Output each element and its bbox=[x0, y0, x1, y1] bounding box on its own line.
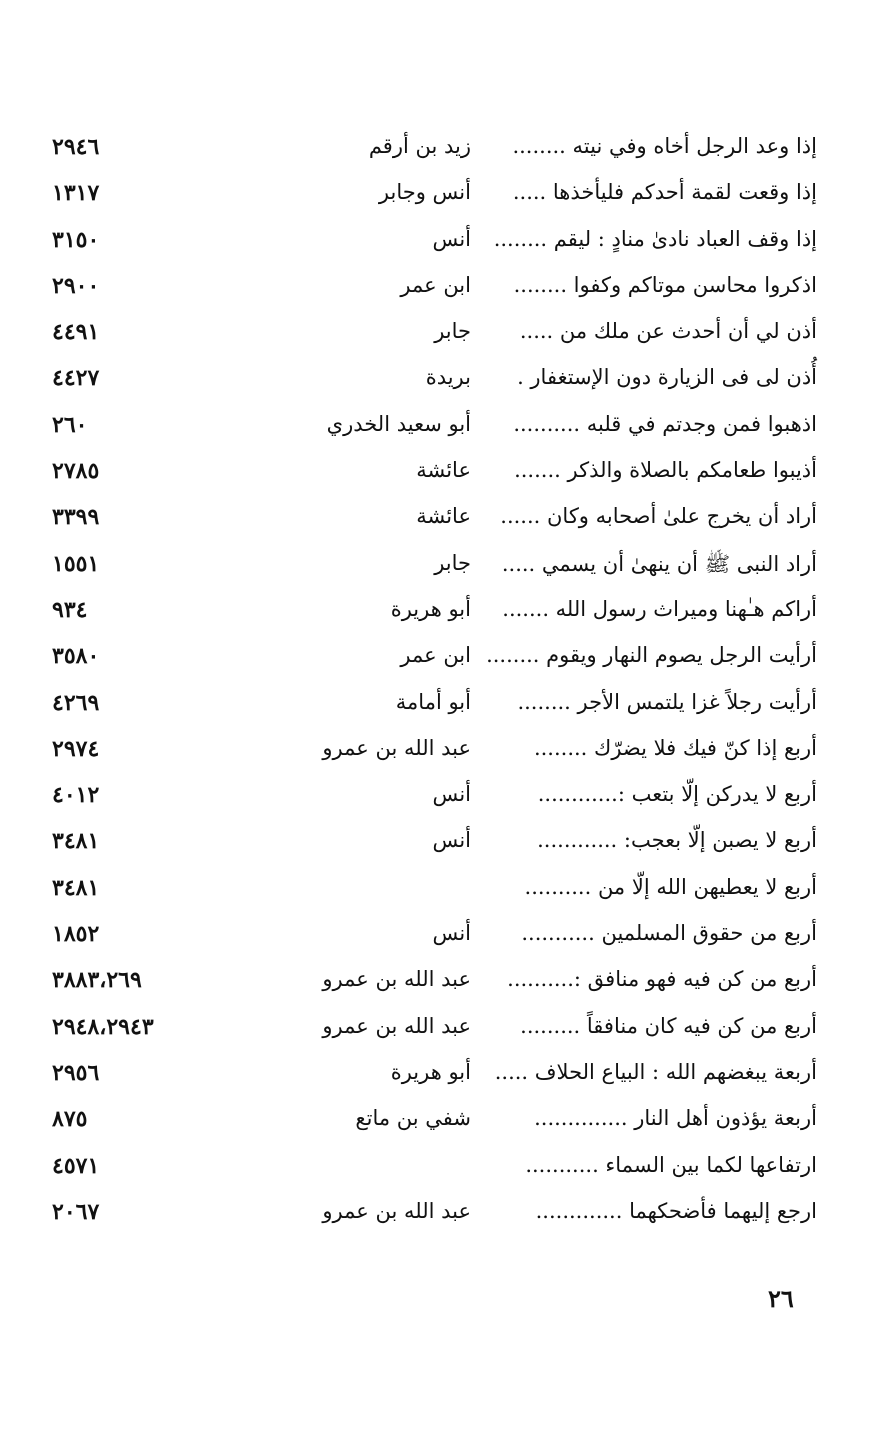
reference-number: ٢٩٤٨،٢٩٤٣ bbox=[52, 1013, 154, 1040]
index-entry bbox=[0, 869, 891, 915]
reference-number: ٤٤٢٧ bbox=[52, 365, 100, 392]
reference-number: ٤٠١٢ bbox=[52, 782, 100, 809]
reference-number: ٨٧٥ bbox=[52, 1106, 88, 1133]
hadith-text: إذا وقعت لقمة أحدكم فليأخذها ..... bbox=[512, 180, 817, 205]
hadith-text: ارجع إليهما فأضحكهما ............. bbox=[535, 1198, 817, 1223]
hadith-text: إذا وقف العباد نادىٰ منادٍ : ليقم ........ bbox=[493, 226, 817, 251]
reference-number: ٢٦٠ bbox=[52, 411, 88, 438]
reference-number: ٢٩٧٤ bbox=[52, 735, 100, 762]
hadith-text: اذكروا محاسن موتاكم وكفوا ........ bbox=[513, 272, 817, 297]
hadith-text: اذهبوا فمن وجدتم في قلبه .......... bbox=[513, 411, 817, 436]
hadith-text: أربع من كن فيه فهو منافق :.......... bbox=[507, 967, 817, 992]
hadith-text: أربع إذا كنّ فيك فلا يضرّك ........ bbox=[533, 735, 817, 760]
narrator-name: عائشة bbox=[416, 504, 471, 529]
hadith-index-list bbox=[0, 128, 891, 1239]
reference-number: ٣٤٨١ bbox=[52, 828, 100, 855]
narrator-name: زيد بن أرقم bbox=[368, 134, 471, 158]
page-number: ٢٦ bbox=[768, 1284, 794, 1313]
reference-number: ٣١٥٠ bbox=[52, 226, 100, 253]
index-entry bbox=[0, 1008, 891, 1054]
hadith-text: أراد أن يخرج علىٰ أصحابه وكان ...... bbox=[500, 504, 817, 529]
narrator-name: ابن عمر bbox=[400, 272, 471, 297]
narrator-name: شفي بن ماتع bbox=[355, 1106, 471, 1131]
reference-number: ١٥٥١ bbox=[52, 550, 100, 577]
index-entry bbox=[0, 174, 891, 220]
reference-number: ٢٠٦٧ bbox=[52, 1198, 100, 1225]
index-entry bbox=[0, 267, 891, 313]
hadith-text: أرأيت رجلاً غزا يلتمس الأجر ........ bbox=[517, 689, 817, 714]
hadith-text: ارتفاعها لكما بين السماء ........... bbox=[525, 1152, 817, 1177]
reference-number: ٤٢٦٩ bbox=[52, 689, 100, 716]
hadith-text: أربع لا يعطيهن الله إلّا من .......... bbox=[524, 874, 817, 899]
narrator-name: أنس bbox=[432, 828, 471, 853]
index-entry bbox=[0, 637, 891, 683]
narrator-name: أبو سعيد الخدري bbox=[326, 411, 471, 436]
index-entry bbox=[0, 1147, 891, 1193]
index-entry bbox=[0, 1054, 891, 1100]
reference-number: ٣٤٨١ bbox=[52, 874, 100, 901]
index-entry bbox=[0, 591, 891, 637]
hadith-text: أذن لي أن أحدث عن ملك من ..... bbox=[519, 319, 817, 344]
narrator-name: عبد الله بن عمرو bbox=[322, 1013, 471, 1038]
hadith-text: أراكم هـٰهنا وميراث رسول الله ....... bbox=[502, 596, 817, 621]
reference-number: ٢٩٤٦ bbox=[52, 134, 100, 160]
index-entry bbox=[0, 776, 891, 822]
index-entry bbox=[0, 406, 891, 452]
index-entry bbox=[0, 961, 891, 1007]
narrator-name: عبد الله بن عمرو bbox=[322, 967, 471, 992]
hadith-text: أربعة يبغضهم الله : البياع الحلاف ..... bbox=[494, 1059, 817, 1084]
index-entry bbox=[0, 313, 891, 359]
index-entry bbox=[0, 684, 891, 730]
hadith-text: أربع لا يصبن إلّا بعجب: ............ bbox=[537, 828, 817, 853]
hadith-text: إذا وعد الرجل أخاه وفي نيته ........ bbox=[512, 134, 817, 158]
index-entry bbox=[0, 822, 891, 868]
narrator-name: أبو هريرة bbox=[390, 596, 471, 621]
narrator-name: أنس bbox=[432, 226, 471, 251]
index-entry bbox=[0, 128, 891, 174]
reference-number: ٣٨٨٣،٢٦٩ bbox=[52, 967, 142, 994]
narrator-name: أنس bbox=[432, 782, 471, 807]
reference-number: ٣٥٨٠ bbox=[52, 643, 100, 670]
hadith-text: أربع لا يدركن إلّا بتعب :............ bbox=[537, 782, 817, 807]
reference-number: ٩٣٤ bbox=[52, 596, 88, 623]
narrator-name: عبد الله بن عمرو bbox=[322, 735, 471, 760]
index-entry bbox=[0, 452, 891, 498]
narrator-name: أبو أمامة bbox=[395, 689, 471, 714]
hadith-text: أربع من كن فيه كان منافقاً ......... bbox=[520, 1013, 817, 1038]
narrator-name: جابر bbox=[434, 319, 471, 344]
reference-number: ٤٤٩١ bbox=[52, 319, 100, 346]
narrator-name: عائشة bbox=[416, 458, 471, 483]
reference-number: ١٨٥٢ bbox=[52, 921, 100, 948]
narrator-name: بريدة bbox=[425, 365, 471, 390]
reference-number: ٢٩٥٦ bbox=[52, 1059, 100, 1086]
narrator-name: جابر bbox=[434, 550, 471, 575]
narrator-name: ابن عمر bbox=[400, 643, 471, 668]
narrator-name: أبو هريرة bbox=[390, 1059, 471, 1084]
hadith-text: أربعة يؤذون أهل النار .............. bbox=[534, 1106, 817, 1131]
index-entry bbox=[0, 545, 891, 591]
hadith-text: أذيبوا طعامكم بالصلاة والذكر ....... bbox=[514, 458, 817, 483]
narrator-name: أنس bbox=[432, 921, 471, 946]
index-entry bbox=[0, 730, 891, 776]
reference-number: ٢٩٠٠ bbox=[52, 272, 100, 299]
index-entry bbox=[0, 221, 891, 267]
index-entry bbox=[0, 498, 891, 544]
hadith-text: أربع من حقوق المسلمين ........... bbox=[521, 921, 817, 946]
index-entry bbox=[0, 915, 891, 961]
hadith-text: أرأيت الرجل يصوم النهار ويقوم ........ bbox=[486, 643, 817, 668]
hadith-text: أُذن لى فى الزيارة دون الإستغفار . bbox=[517, 365, 817, 390]
index-entry bbox=[0, 359, 891, 405]
index-entry bbox=[0, 1193, 891, 1239]
narrator-name: أنس وجابر bbox=[378, 180, 471, 205]
index-entry bbox=[0, 1100, 891, 1146]
hadith-text: أراد النبى ﷺ أن ينهىٰ أن يسمي ..... bbox=[501, 551, 817, 576]
narrator-name: عبد الله بن عمرو bbox=[322, 1198, 471, 1223]
reference-number: ٣٣٩٩ bbox=[52, 504, 100, 531]
reference-number: ١٣١٧ bbox=[52, 180, 100, 207]
reference-number: ٤٥٧١ bbox=[52, 1152, 100, 1179]
reference-number: ٢٧٨٥ bbox=[52, 458, 100, 485]
